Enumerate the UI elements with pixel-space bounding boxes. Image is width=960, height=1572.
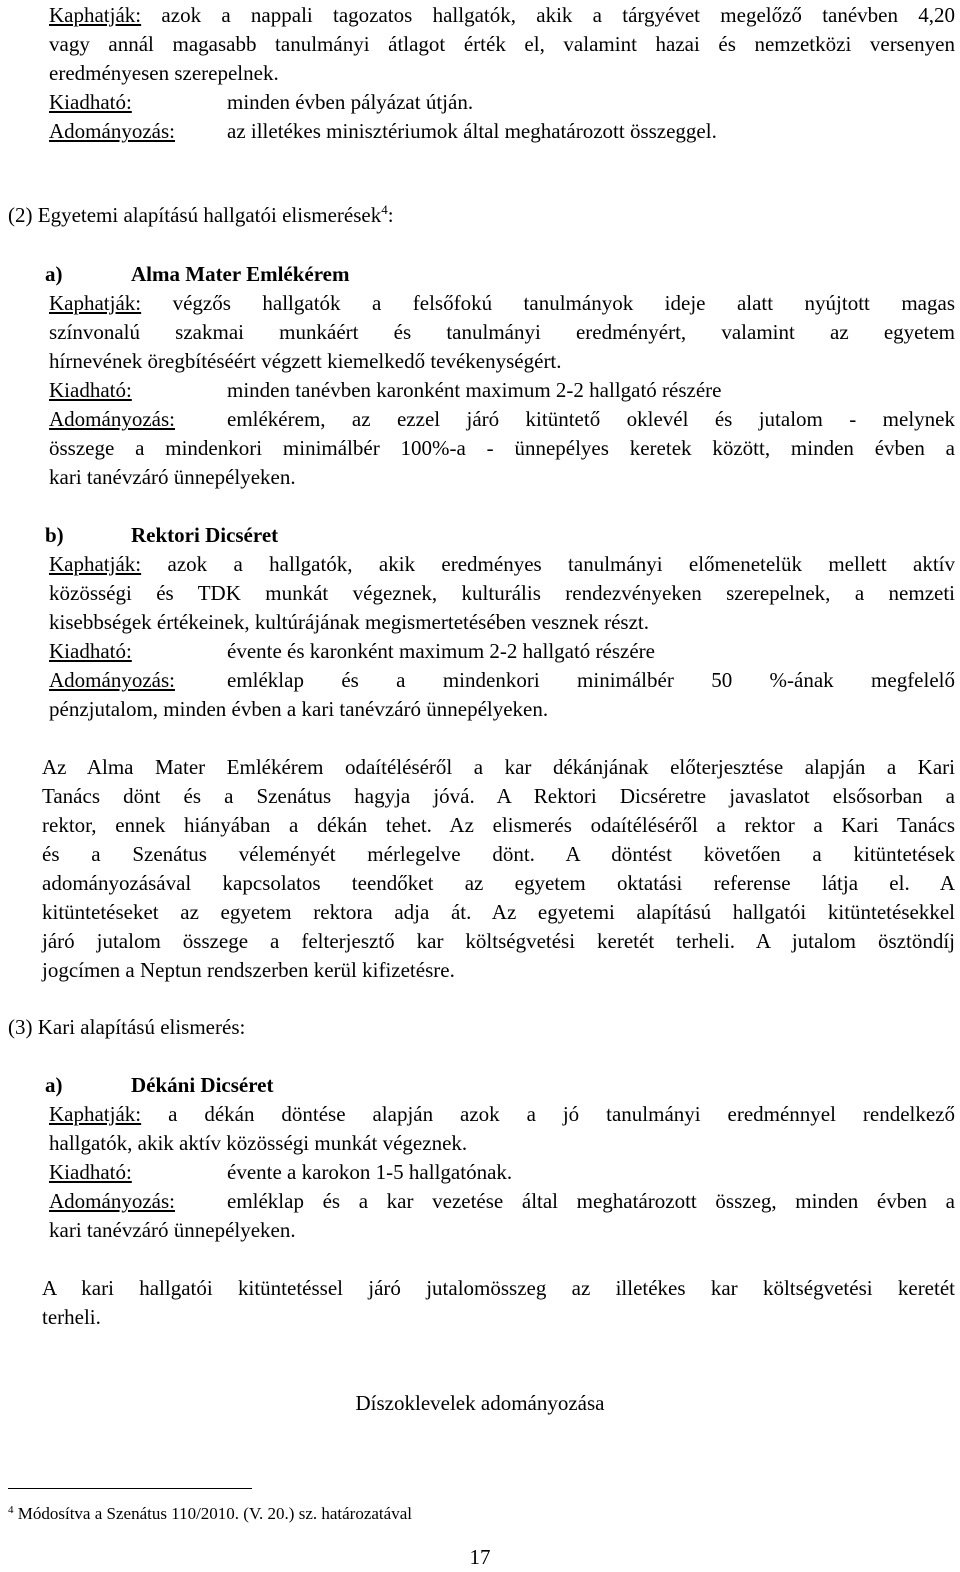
adomanyozas-label: Adományozás: xyxy=(49,668,175,692)
award-alma-mater: a) Alma Mater Emlékérem Kaphatják: végzős hallgatók a felsőfokú tanulmányok ideje alatt nyújtott magas színvonalú szakmai munkáért és tanulmányi eredményért, valamint az egyetem hírnevének öregbítéséért végzett kiemelkedő tevékenységért. Kiadható: minden tanévben karonként maximum 2-2 hallgató részére Adományozás: emlékérem, az ezzel járó kitüntető oklevél és jutalom - melynek összege a mindenkori minimálbér 100%-a - ünnepélyes keretek között, minden évben a kari tanévzáró ünnepélyeken. xyxy=(49,260,955,492)
award-rektori-dicseret: b) Rektori Dicséret Kaphatják: azok a hallgatók, akik eredményes tanulmányi előmenetelük mellett aktív közösségi és TDK munkát végeznek, kulturális rendezvényeken szerepelnek, a nemzeti kisebbségek értékeinek, kultúrájának megismertetésében vesznek részt. Kiadható: évente és karonként maximum 2-2 hallgató részére Adományozás: emléklap és a mindenkori minimálbér 50 %-ának megfelelő pénzjutalom, minden évben a kari tanévzáró ünnepélyeken. xyxy=(49,521,955,724)
award-heading: a) Alma Mater Emlékérem xyxy=(0,260,955,289)
adomanyozas-label: Adományozás: xyxy=(49,407,175,431)
footnote-ref: 4 xyxy=(381,202,388,217)
intro-kiadhato-row xyxy=(49,88,955,117)
intro-line-2: vagy annál magasabb tanulmányi átlagot érték el, valamint hazai és nemzetközi versenyen xyxy=(49,32,955,56)
award-title: Dékáni Dicséret xyxy=(131,1073,274,1097)
footnote: $^4$ Módosítva a Szenátus 110/2010. (V. 20.) sz. határozatával xyxy=(8,1504,412,1523)
kiadhato-label: Kiadható: xyxy=(49,1160,132,1184)
kaphatjak-label: Kaphatják: xyxy=(49,1102,142,1126)
award-dekani-dicseret: a) Dékáni Dicséret Kaphatják: a dékán döntése alapján azok a jó tanulmányi eredménnyel rendelkező hallgatók, akik aktív közösségi munkát végeznek. Kiadható: évente a karokon 1-5 hallgatónak. Adományozás: emléklap és a kar vezetése által meghatározott összeg, minden évben a kari tanévzáró ünnepélyeken. xyxy=(49,1071,955,1245)
section-2-heading: (2) Egyetemi alapítású hallgatói elismerések$^4$: xyxy=(8,202,394,227)
kiadhato-text: minden évben pályázat útján. xyxy=(227,90,474,114)
award-title: Alma Mater Emlékérem xyxy=(131,262,350,286)
intro-line-3: eredményesen szerepelnek. xyxy=(49,61,279,85)
kiadhato-label: Kiadható: xyxy=(49,378,132,402)
paragraph-kari-jutalom: A kari hallgatói kitüntetéssel járó jutalomösszeg az illetékes kar költségvetési keretét terheli. xyxy=(42,1276,955,1329)
kaphatjak-label: Kaphatják: xyxy=(49,3,142,27)
kaphatjak-label: Kaphatják: xyxy=(49,552,142,576)
section-3-heading: (3) Kari alapítású elismerés: xyxy=(8,1015,246,1039)
page-number: 17 xyxy=(469,1545,491,1569)
footnote-divider xyxy=(8,1488,252,1489)
adomanyozas-text: az illetékes minisztériumok által meghatározott összeggel. xyxy=(227,119,717,143)
intro-line-1: Kaphatják: azok a nappali tagozatos hallgatók, akik a tárgyévet megelőző tanévben 4,20 xyxy=(49,3,956,27)
paragraph-procedure: Az Alma Mater Emlékérem odaítéléséről a kar dékánjának előterjesztése alapján a Kari Tanács dönt és a Szenátus hagyja jóvá. A Rektori Dicséretre javaslatot elsősorban a rektor, ennek hiányában a dékán tehet. Az elismerés odaítéléséről a rektor a Kari Tanács és a Szenátus véleményét mérlegelve dönt. A döntést követően a kitüntetések adományozásával kapcsolatos teendőket az egyetem oktatási referense látja el. A kitüntetéseket az egyetem rektora adja át. Az egyetemi alapítású hallgatói kitüntetésekkel járó jutalom összege a felterjesztő kar költségvetési keretét terheli. A jutalom ösztöndíj jogcímen a Neptun rendszerben kerül kifizetésre. xyxy=(42,755,955,982)
kiadhato-label: Kiadható: xyxy=(49,90,132,114)
award-heading: a) Dékáni Dicséret xyxy=(0,1071,955,1100)
award-title: Rektori Dicséret xyxy=(131,523,279,547)
intro-adomanyozas-row xyxy=(49,117,955,146)
award-heading: b) Rektori Dicséret xyxy=(0,521,955,550)
intro-block xyxy=(49,1,955,146)
section-subtitle: Díszoklevelek adományozása xyxy=(355,1391,605,1415)
kaphatjak-label: Kaphatják: xyxy=(49,291,142,315)
adomanyozas-label: Adományozás: xyxy=(49,1189,175,1213)
kiadhato-label: Kiadható: xyxy=(49,639,132,663)
adomanyozas-label: Adományozás: xyxy=(49,119,175,143)
